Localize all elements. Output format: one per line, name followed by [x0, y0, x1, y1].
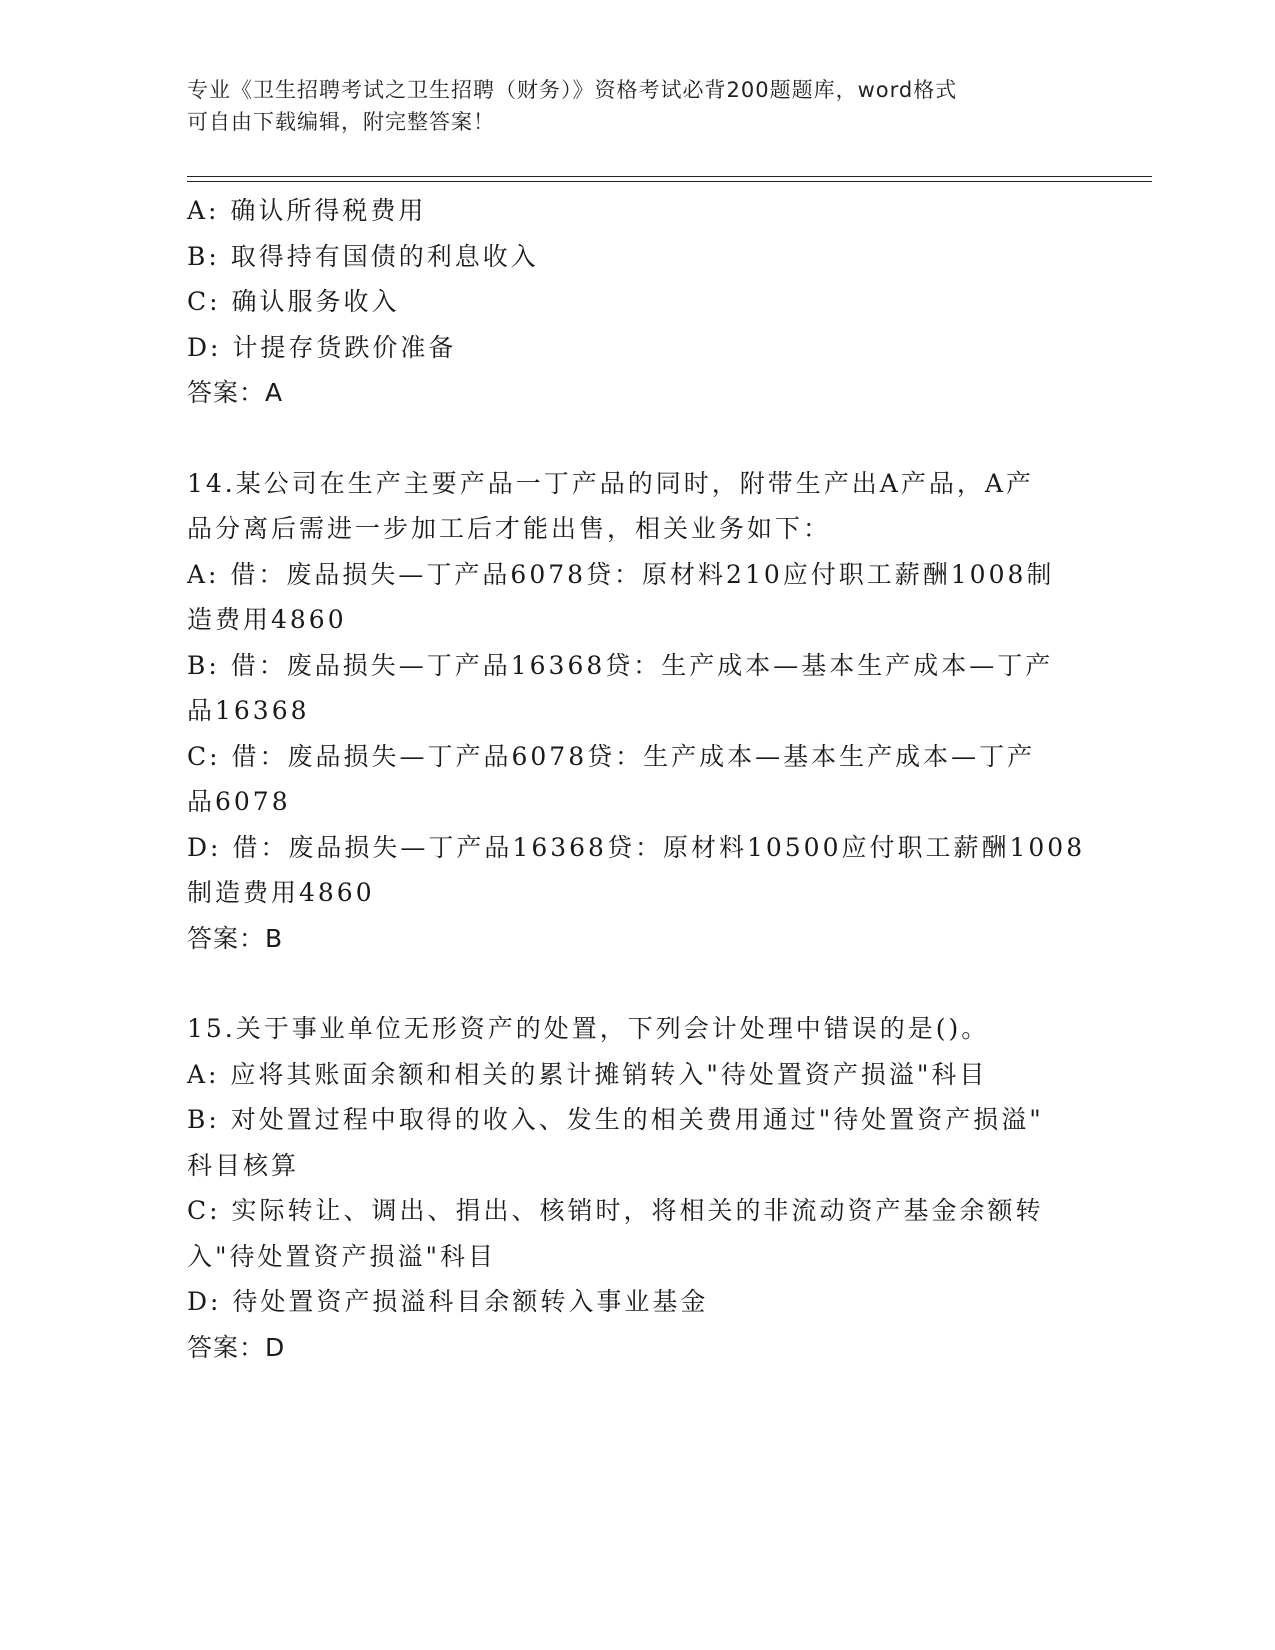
question-13-block — [187, 188, 1087, 416]
q13-answer: 答案：A — [187, 378, 284, 407]
header-line-2: 可自由下载编辑，附完整答案！ — [187, 110, 495, 134]
question-15-block — [187, 1006, 1087, 1370]
q15-stem-line-1: 15.关于事业单位无形资产的处置，下列会计处理中错误的是()。 — [187, 1014, 990, 1043]
q14-option-a-cont: 造费用4860 — [187, 605, 347, 634]
q14-stem-line-2: 品分离后需进一步加工后才能出售，相关业务如下： — [187, 514, 832, 543]
q14-option-c: C: 借：废品损失—丁产品6078贷：生产成本—基本生产成本—丁产 — [187, 741, 1036, 771]
question-14-block — [187, 461, 1087, 962]
header-divider-bottom — [187, 181, 1152, 182]
q14-answer: 答案：B — [187, 923, 284, 953]
q13-option-c: C: 确认服务收入 — [187, 287, 400, 316]
q14-option-d-cont: 制造费用4860 — [187, 878, 375, 907]
q15-option-c: C: 实际转让、调出、捐出、核销时，将相关的非流动资产基金余额转 — [187, 1196, 1044, 1225]
q14-option-c-cont: 品6078 — [187, 787, 291, 816]
spacer — [187, 961, 1087, 1006]
header-line-1: 专业《卫生招聘考试之卫生招聘（财务）》资格考试必背200题题库，word格式 — [187, 78, 958, 102]
q15-answer: 答案：D — [187, 1332, 286, 1362]
document-header — [187, 74, 1067, 138]
q15-option-c-cont: 入"待处置资产损溢"科目 — [187, 1241, 496, 1271]
q13-option-d: D: 计提存货跌价准备 — [187, 332, 457, 362]
q15-option-b-cont: 科目核算 — [187, 1150, 300, 1180]
question-list — [187, 188, 1087, 1370]
spacer — [187, 416, 1087, 461]
q13-option-b: B: 取得持有国债的利息收入 — [187, 241, 539, 271]
q14-option-a: A: 借：废品损失—丁产品6078贷：原材料210应付职工薪酬1008制 — [187, 559, 1055, 589]
q13-option-a: A: 确认所得税费用 — [187, 196, 427, 225]
q14-option-d: D: 借：废品损失—丁产品16368贷：原材料10500应付职工薪酬1008 — [187, 832, 1086, 862]
header-divider-top — [187, 176, 1152, 177]
q14-option-b: B: 借：废品损失—丁产品16368贷：生产成本—基本生产成本—丁产 — [187, 650, 1054, 680]
q14-stem-line-1: 14.某公司在生产主要产品一丁产品的同时，附带生产出A产品，A产 — [187, 468, 1034, 498]
q15-option-b: B: 对处置过程中取得的收入、发生的相关费用通过"待处置资产损溢" — [187, 1105, 1044, 1134]
q15-option-d: D: 待处置资产损溢科目余额转入事业基金 — [187, 1287, 709, 1316]
q14-option-b-cont: 品16368 — [187, 696, 310, 725]
q15-option-a: A: 应将其账面余额和相关的累计摊销转入"待处置资产损溢"科目 — [187, 1059, 988, 1089]
